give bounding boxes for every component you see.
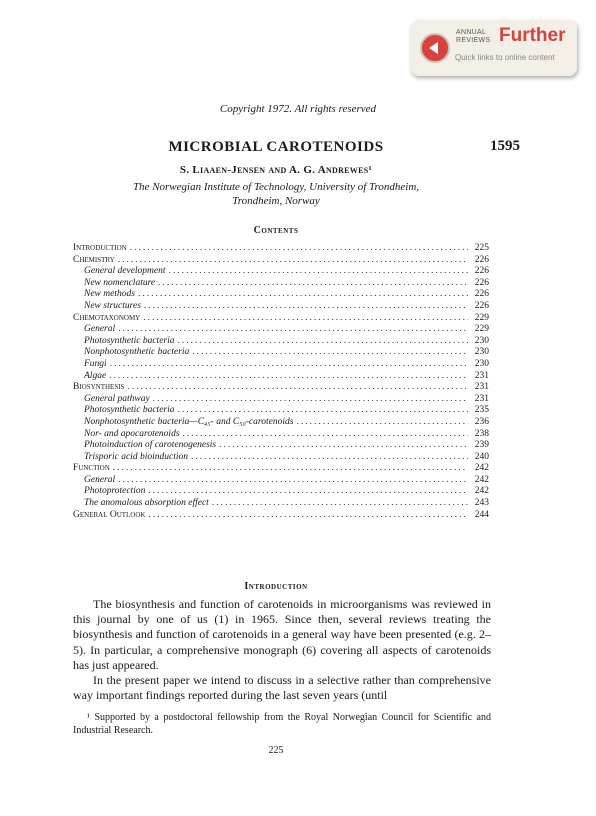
toc-entry-page: 230 — [474, 358, 489, 369]
toc-entry — [73, 347, 489, 359]
toc-leader-dots — [109, 371, 468, 383]
toc-entry — [73, 382, 489, 394]
toc-entry-page: 240 — [474, 451, 489, 462]
toc-leader-dots — [113, 463, 468, 475]
toc-leader-dots — [158, 278, 468, 290]
toc-entry-page: 243 — [474, 498, 489, 509]
toc-leader-dots — [178, 405, 469, 417]
toc-leader-dots — [183, 429, 468, 441]
toc-entry — [73, 278, 489, 290]
toc-entry-label: General — [84, 474, 116, 485]
banner-tagline: Quick links to online content — [455, 53, 555, 62]
toc-entry-label: Photosynthetic bacteria — [84, 405, 175, 416]
toc-leader-dots — [127, 382, 468, 394]
toc-entry — [73, 463, 489, 475]
toc-entry-label: Photoinduction of carotenogenesis — [84, 440, 217, 451]
toc-entry-page: 230 — [474, 335, 489, 346]
toc-leader-dots — [212, 498, 468, 510]
toc-entry-label: General Outlook — [73, 509, 146, 520]
toc-entry-label: Nonphotosynthetic bacteria — [84, 347, 190, 358]
affiliation-line1: The Norwegian Institute of Technology, University of Trondheim, — [132, 181, 420, 193]
toc-entry-label: Nonphotosynthetic bacteria—C₄₅- and C₅₀-carotenoids — [84, 416, 294, 427]
toc-entry-label: Algae — [84, 370, 107, 381]
toc-entry-page: 231 — [474, 393, 489, 404]
toc-entry-page: 226 — [474, 266, 489, 277]
toc-entry-page: 242 — [474, 474, 489, 485]
toc-leader-dots — [296, 417, 468, 429]
toc-entry-label: Introduction — [73, 243, 127, 253]
toc-entry-page: 236 — [474, 416, 489, 427]
toc-leader-dots — [219, 440, 468, 452]
page-folio: 225 — [268, 745, 284, 756]
toc-leader-dots — [192, 347, 468, 359]
toc-entry-page: 235 — [474, 405, 489, 416]
toc-entry-label: Fungi — [84, 358, 107, 369]
toc-leader-dots — [118, 255, 468, 267]
toc-leader-dots — [169, 266, 468, 278]
toc-entry — [73, 301, 489, 313]
toc-entry-label: General pathway — [84, 393, 150, 404]
toc-entry — [73, 255, 489, 267]
toc-entry-page: 226 — [474, 254, 489, 265]
footnote — [73, 711, 491, 737]
article-title: MICROBIAL CAROTENOIDS — [168, 139, 384, 155]
toc-entry — [73, 394, 489, 406]
toc-leader-dots — [118, 475, 468, 487]
toc-entry-label: Chemotaxonomy — [73, 312, 141, 323]
toc-entry-label: Photoprotection — [84, 486, 146, 497]
toc-entry — [73, 266, 489, 278]
toc-leader-dots — [130, 243, 468, 255]
toc-entry-page: 231 — [474, 382, 489, 393]
toc-entry-page: 244 — [474, 509, 489, 520]
toc-entry — [73, 475, 489, 487]
toc-entry-page: 226 — [474, 300, 489, 311]
toc-leader-dots — [148, 486, 468, 498]
toc-entry-page: 229 — [474, 324, 489, 335]
paragraph-1: The biosynthesis and function of carotenoids in microorganisms was reviewed in this journal by one of us (1) in 1965. Since then, several reviews treating the biosynthesis and function of carotenoids in a general way have been presented (e.g. 2–5). In particular, a comprehensive monograph (6) covering all aspects of carotenoids has just appeared. — [73, 597, 491, 672]
toc-leader-dots — [178, 336, 469, 348]
toc-entry-page: 239 — [474, 440, 489, 451]
toc-entry-page: 230 — [474, 347, 489, 358]
body-text — [73, 597, 491, 703]
toc-leader-dots — [144, 301, 468, 313]
toc-entry — [73, 510, 489, 522]
toc-entry-label: Function — [73, 463, 110, 474]
toc-entry-page: 238 — [474, 428, 489, 439]
contents-heading: Contents — [253, 225, 299, 236]
toc-entry-label: Biosynthesis — [73, 382, 125, 393]
toc-entry-page: 231 — [474, 370, 489, 381]
toc-entry-label: Nor- and apocarotenoids — [84, 428, 180, 439]
toc-entry-page: 226 — [474, 277, 489, 288]
toc-entry — [73, 486, 489, 498]
toc-entry-label: General — [84, 324, 116, 335]
toc-entry-label: The anomalous absorption effect — [84, 498, 209, 509]
banner-publisher — [456, 29, 490, 45]
toc-entry-label: New structures — [84, 300, 141, 311]
table-of-contents — [73, 243, 489, 521]
toc-leader-dots — [148, 510, 468, 522]
toc-leader-dots — [153, 394, 468, 406]
toc-entry — [73, 359, 489, 371]
toc-entry-page: 226 — [474, 289, 489, 300]
toc-leader-dots — [143, 313, 468, 325]
toc-leader-dots — [138, 289, 468, 301]
affiliation-line2: Trondheim, Norway — [232, 195, 320, 207]
toc-entry — [73, 440, 489, 452]
toc-entry-page: 242 — [474, 463, 489, 474]
introduction-heading: Introduction — [244, 581, 308, 592]
annual-reviews-logo-icon — [420, 33, 450, 63]
toc-leader-dots — [110, 359, 468, 371]
toc-entry — [73, 289, 489, 301]
toc-entry-label: New nomenclature — [84, 277, 156, 288]
toc-entry — [73, 498, 489, 510]
toc-entry — [73, 336, 489, 348]
toc-entry — [73, 371, 489, 383]
toc-entry-label: General development — [84, 266, 166, 277]
footnote-text: ¹ Supported by a postdoctoral fellowship from the Royal Norwegian Council for Scientific and Industrial Research. — [73, 712, 491, 736]
toc-entry-label: Photosynthetic bacteria — [84, 335, 175, 346]
toc-entry-page: 229 — [474, 312, 489, 323]
further-links-banner[interactable] — [411, 20, 577, 76]
toc-entry — [73, 405, 489, 417]
toc-entry-page: 242 — [474, 486, 489, 497]
toc-leader-dots — [191, 452, 468, 464]
toc-entry-label: Trisporic acid bioinduction — [84, 451, 188, 462]
toc-entry — [73, 452, 489, 464]
banner-line2: REVIEWS — [456, 37, 491, 44]
authors: S. Liaaen-Jensen and A. G. Andrewes¹ — [179, 164, 373, 176]
toc-leader-dots — [118, 324, 468, 336]
toc-entry — [73, 429, 489, 441]
copyright-notice: Copyright 1972. All rights reserved — [219, 103, 377, 115]
toc-entry — [73, 243, 489, 255]
toc-entry — [73, 324, 489, 336]
paragraph-2: In the present paper we intend to discuss in a selective rather than comprehensive way important findings reported during the last seven years (until — [73, 673, 491, 703]
toc-entry — [73, 417, 489, 429]
toc-entry — [73, 313, 489, 325]
banner-further-label: Further — [499, 25, 566, 46]
page-number-top: 1595 — [490, 138, 520, 154]
toc-entry-page: 225 — [474, 243, 489, 253]
toc-entry-label: Chemistry — [73, 254, 115, 265]
toc-entry-label: New methods — [84, 289, 135, 300]
banner-line1: ANNUAL — [456, 29, 487, 36]
